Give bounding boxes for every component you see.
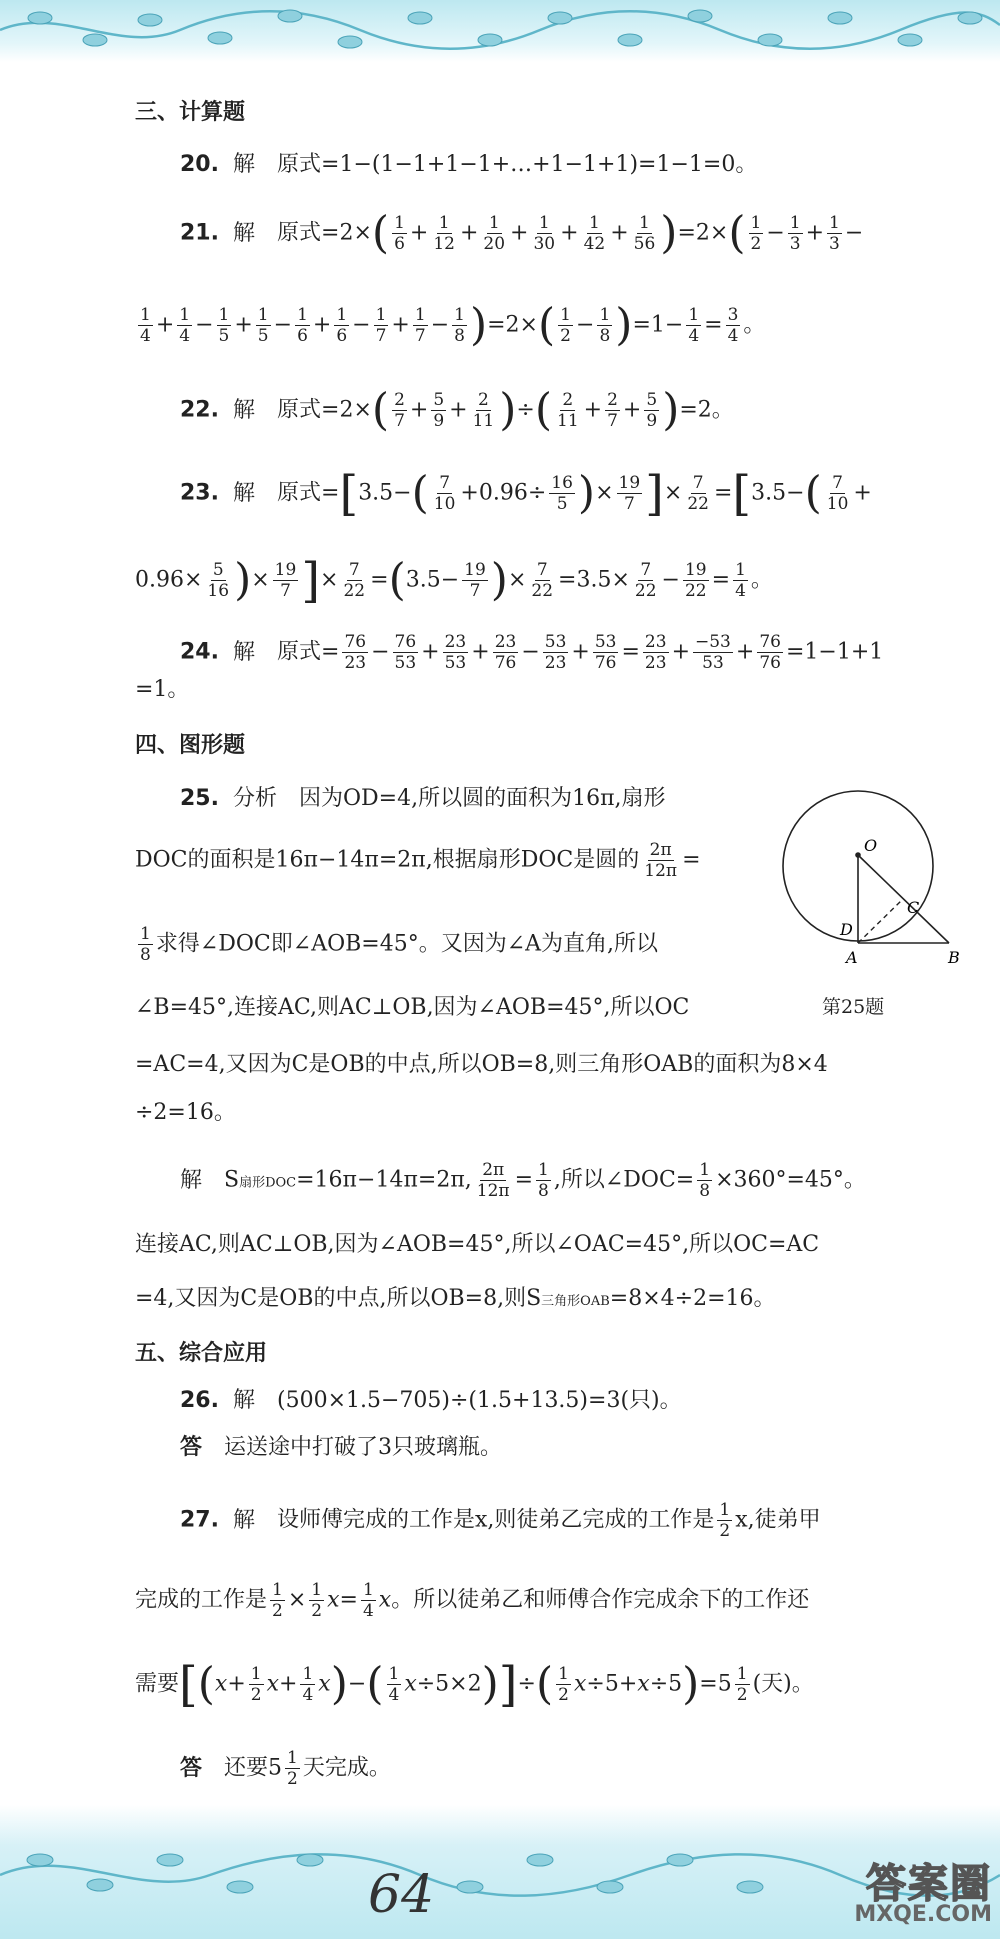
q25-analysis-text2: DOC的面积是16π−14π=2π,根据扇形DOC是圆的 bbox=[135, 847, 640, 873]
q25-analysis-line2: DOC的面积是16π−14π=2π,根据扇形DOC是圆的 $\frac{2\pi}{12\pi}$ = bbox=[135, 840, 701, 881]
q25-geometry-figure bbox=[782, 783, 994, 1013]
q25-figure-caption: 第25题 bbox=[822, 996, 885, 1018]
q26-answer: 运送途中打破了3只玻璃瓶。 bbox=[224, 1435, 503, 1460]
center-dot bbox=[855, 852, 861, 858]
q25-analysis-line3: $\frac{1}{8}$ 求得∠DOC即∠AOB=45°。又因为∠A为直角,所以 bbox=[140, 924, 659, 965]
segment-AC-dashed bbox=[858, 899, 903, 943]
q23-yuanshi: 原式 bbox=[277, 480, 322, 506]
section-heading-application: 五、综合应用 bbox=[135, 1341, 268, 1366]
q21-jie: 解 bbox=[232, 220, 255, 246]
q27-jie: 解 bbox=[232, 1507, 255, 1533]
q21-line2: $\frac{1}{4}$ + $\frac{1}{4}$ − $\frac{1}{5}$ + $\frac{1}{5}$ − $\frac{1}{6}$ + $\frac{1}{6}$ − $\frac{1}{7}$ + $\frac{1}{7}$ − $\frac{1}{8}$ )=2×( $\frac{1}{2}$ − $\frac{1}{8}$ )=1− $\frac{1}{4}$ = $\frac{3}{4}$ 。 bbox=[140, 299, 766, 351]
label-O: O bbox=[864, 836, 878, 855]
q27-line2: 完成的工作是 $\frac{1}{2}$ × $\frac{1}{2}$ x= $\frac{1}{4}$ x。所以徒弟乙和师傅合作完成余下的工作还 bbox=[135, 1580, 810, 1621]
q27-number: 27. bbox=[180, 1507, 219, 1533]
q25-analysis-line4: ∠B=45°,连接AC,则AC⊥OB,因为∠AOB=45°,所以OC bbox=[135, 995, 690, 1020]
q25-number: 25. bbox=[180, 786, 219, 811]
q23-number: 23. bbox=[180, 480, 219, 506]
q27-text2b: 。所以徒弟乙和师傅合作完成余下的工作还 bbox=[391, 1587, 810, 1613]
q22-jie: 解 bbox=[232, 397, 255, 423]
q27-text3a: 需要 bbox=[135, 1671, 180, 1697]
q27-text2a: 完成的工作是 bbox=[135, 1587, 268, 1613]
q25-analysis-line6: ÷2=16。 bbox=[135, 1100, 236, 1125]
watermark bbox=[780, 1852, 1000, 1934]
q24-number: 24. bbox=[180, 639, 219, 665]
q25-fenxi: 分析 bbox=[232, 786, 277, 811]
page-number: 64 bbox=[368, 1865, 435, 1925]
q25-analysis-line1 bbox=[180, 784, 666, 814]
q25-analysis-text1: 因为OD=4,所以圆的面积为16π,扇形 bbox=[299, 786, 666, 811]
label-C: C bbox=[907, 898, 920, 917]
q26-number: 26. bbox=[180, 1388, 219, 1413]
q25-analysis-line5: =AC=4,又因为C是OB的中点,所以OB=8,则三角形OAB的面积为8×4 bbox=[135, 1052, 828, 1077]
q26-line bbox=[180, 1386, 682, 1416]
q27-da: 答 bbox=[180, 1755, 203, 1781]
section-heading-calc: 三、计算题 bbox=[135, 100, 246, 125]
q21-yuanshi: 原式 bbox=[277, 220, 322, 246]
label-D: D bbox=[840, 920, 853, 939]
label-B: B bbox=[948, 948, 960, 967]
q23-jie: 解 bbox=[232, 480, 255, 506]
q20-line bbox=[180, 150, 757, 180]
q22-yuanshi: 原式 bbox=[277, 397, 322, 423]
q27-text1b: x,徒弟甲 bbox=[735, 1507, 821, 1533]
q20-yuanshi: 原式 bbox=[277, 152, 322, 177]
q22-number: 22. bbox=[180, 397, 219, 423]
q25-solution-line3: =4,又因为C是OB的中点,所以OB=8,则S三角形OAB=8×4÷2=16。 bbox=[135, 1286, 776, 1311]
q20-jie: 解 bbox=[232, 152, 255, 177]
top-decor-band bbox=[0, 0, 1000, 62]
q26-jie: 解 bbox=[232, 1388, 255, 1413]
q20-number: 20. bbox=[180, 152, 219, 177]
q27-answer-line: 答 还要5 $\frac{1}{2}$ 天完成。 bbox=[180, 1748, 391, 1789]
q25-solution-line2: 连接AC,则AC⊥OB,因为∠AOB=45°,所以∠OAC=45°,所以OC=AC bbox=[135, 1232, 820, 1257]
q26-expr: (500×1.5−705)÷(1.5+13.5)=3(只)。 bbox=[277, 1388, 682, 1413]
q27-line3: 需要[(x+ $\frac{1}{2}$ x+ $\frac{1}{4}$ x)−( $\frac{1}{4}$ x÷5×2)]÷( $\frac{1}{2}$ x÷5+x÷5)=5 $\frac{1}{2}$ (天)。 bbox=[135, 1656, 814, 1713]
q27-line1: 27. 解 设师傅完成的工作是x,则徒弟乙完成的工作是 $\frac{1}{2}$ x,徒弟甲 bbox=[180, 1500, 821, 1541]
watermark-logo: 答案圈 bbox=[866, 1861, 992, 1907]
q20-expr: =1−(1−1+1−1+…+1−1+1)=1−1=0。 bbox=[321, 152, 758, 177]
q25-jie: 解 bbox=[180, 1167, 203, 1193]
q25-solution-text3: =4,又因为C是OB的中点,所以OB=8,则 bbox=[135, 1286, 527, 1311]
q21-line1: 21. 解 原式=2×( $\frac{1}{6}$ + $\frac{1}{12}$ + $\frac{1}{20}$ + $\frac{1}{30}$ + $\frac{1}{42}$ + $\frac{1}{56}$ )=2×( $\frac{1}{2}$ − $\frac{1}{3}$ + $\frac{1}{3}$ − bbox=[180, 207, 864, 259]
q25-analysis-text3: 求得∠DOC即∠AOB=45°。又因为∠A为直角,所以 bbox=[155, 931, 659, 957]
q27-text1: 设师傅完成的工作是x,则徒弟乙完成的工作是 bbox=[277, 1507, 715, 1533]
q26-da: 答 bbox=[180, 1435, 203, 1460]
q24-jie: 解 bbox=[232, 639, 255, 665]
q21-number: 21. bbox=[180, 220, 219, 246]
q25-solution-line1: 解 S扇形DOC=16π−14π=2π, $\frac{2\pi}{12\pi}$ = $\frac{1}{8}$ ,所以∠DOC= $\frac{1}{8}$ ×360°=45°。 bbox=[180, 1160, 866, 1201]
q23-line1: 23. 解 原式=[3.5−( $\frac{7}{10}$ +0.96÷ $\frac{16}{5}$ )× $\frac{19}{7}$ ]× $\frac{7}{22}$ =[3.5−( $\frac{7}{10}$ + bbox=[180, 465, 872, 522]
q24-yuanshi: 原式 bbox=[277, 639, 322, 665]
q27-answer-a: 还要5 bbox=[224, 1755, 283, 1781]
q23-line2: 0.96× $\frac{5}{16}$ )× $\frac{19}{7}$ ]× $\frac{7}{22}$ =(3.5− $\frac{19}{7}$ )× $\frac{7}{22}$ =3.5× $\frac{7}{22}$ − $\frac{19}{22}$ = $\frac{1}{4}$ 。 bbox=[135, 552, 773, 609]
q24-line2: =1。 bbox=[135, 677, 190, 702]
label-A: A bbox=[846, 948, 858, 967]
q27-answer-b: 天完成。 bbox=[302, 1755, 391, 1781]
q24-line1: 24. 解 原式= $\frac{76}{23}$ − $\frac{76}{53}$ + $\frac{23}{53}$ + $\frac{23}{76}$ − $\frac{53}{23}$ + $\frac{53}{76}$ = $\frac{23}{23}$ + $\frac{-53}{53}$ + $\frac{76}{76}$ =1−1+1 bbox=[180, 632, 884, 673]
q22-line: 22. 解 原式=2×( $\frac{2}{7}$ + $\frac{5}{9}$ + $\frac{2}{11}$ )÷( $\frac{2}{11}$ + $\frac{2}{7}$ + $\frac{5}{9}$ )=2。 bbox=[180, 384, 734, 436]
watermark-url: MXQE.COM bbox=[854, 1902, 992, 1927]
q26-answer-line bbox=[180, 1433, 502, 1463]
vine-decoration-top bbox=[0, 0, 1000, 62]
section-heading-geometry: 四、图形题 bbox=[135, 733, 246, 758]
